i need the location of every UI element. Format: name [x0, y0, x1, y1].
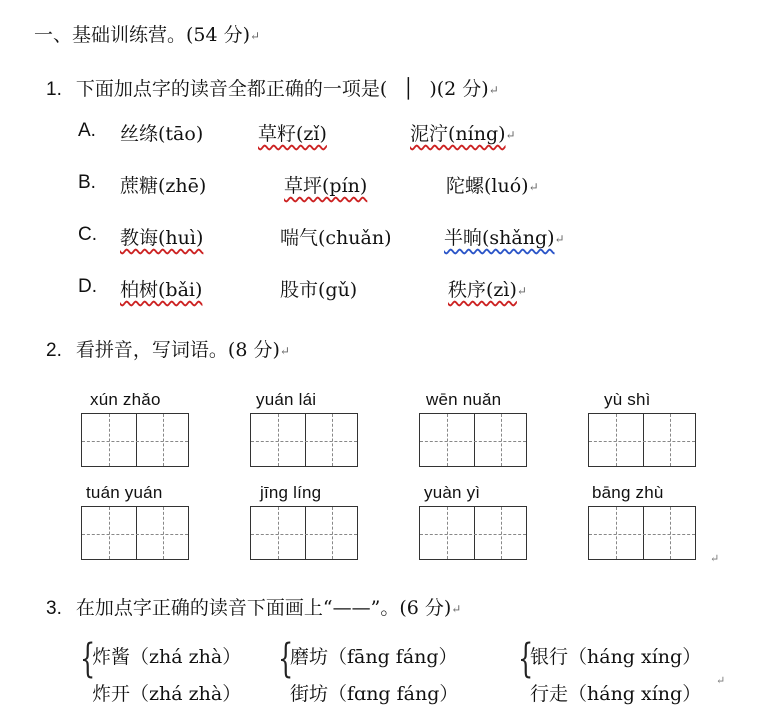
word-text: 喘气(chuǎn)	[280, 227, 392, 249]
paragraph-mark-icon: ↵	[488, 83, 499, 97]
option-b-word-3	[446, 171, 539, 198]
question-text: 看拼音，写词语。(8 分)	[75, 339, 280, 361]
option-a	[78, 119, 96, 142]
question-3	[46, 593, 461, 620]
writing-grid[interactable]	[588, 506, 696, 560]
question-text: 下面加点字的读音全都正确的一项是(	[75, 78, 388, 100]
question-number: 1.	[46, 79, 62, 100]
option-a-word-2	[258, 119, 327, 146]
option-c-word-1	[120, 223, 203, 250]
paragraph-mark-icon: ↵	[516, 284, 527, 298]
option-a-word-3	[410, 119, 516, 146]
option-d	[78, 275, 97, 298]
pinyin-label: xún zhǎo	[90, 390, 161, 409]
question-text: 在加点字正确的读音下面画上“——”。(6 分)	[75, 597, 452, 619]
brace-icon: {	[80, 636, 96, 682]
word-text: 丝绦(tāo)	[120, 123, 204, 145]
writing-grid[interactable]	[588, 413, 696, 467]
option-letter: C.	[78, 224, 97, 245]
option-letter: A.	[78, 120, 96, 141]
writing-grid[interactable]	[419, 506, 527, 560]
writing-grid[interactable]	[419, 413, 527, 467]
paragraph-mark-icon: ↵	[716, 674, 726, 687]
option-b	[78, 171, 96, 194]
option-a-word-1	[120, 119, 203, 146]
word-text: 陀螺(luó)	[446, 175, 529, 197]
option-d-word-1	[120, 275, 202, 302]
paragraph-mark-icon: ↵	[279, 344, 290, 358]
section-title	[34, 20, 260, 47]
writing-grid[interactable]	[81, 506, 189, 560]
pinyin-label: yù shì	[604, 390, 651, 409]
pinyin-label: wēn nuǎn	[426, 390, 502, 409]
option-c	[78, 223, 97, 246]
pinyin-label: tuán yuán	[86, 483, 163, 502]
section-title-text: 一、基础训练营。(54 分)	[34, 24, 251, 46]
reading-item[interactable]: 银行（háng xíng）	[530, 646, 702, 668]
writing-grid[interactable]	[250, 506, 358, 560]
word-text: 柏树(bǎi)	[120, 279, 203, 301]
question-1	[46, 74, 499, 101]
option-letter: D.	[78, 276, 97, 297]
option-c-word-2	[280, 223, 392, 250]
word-text: 蔗糖(zhē)	[120, 175, 207, 197]
pinyin-label: yuán lái	[256, 390, 317, 409]
word-text: 半晌(shǎng)	[444, 227, 555, 249]
word-text: 草籽(zǐ)	[258, 123, 327, 145]
option-letter: B.	[78, 172, 96, 193]
reading-item[interactable]: 街坊（fɑng fáng）	[290, 683, 459, 705]
reading-item[interactable]: 磨坊（fāng fáng）	[290, 646, 458, 668]
word-text: 秩序(zì)	[448, 279, 517, 301]
writing-grid[interactable]	[250, 413, 358, 467]
reading-item[interactable]: 行走（háng xíng）	[530, 683, 702, 705]
question-number: 2.	[46, 340, 62, 361]
question-points: )(2 分)	[429, 78, 489, 100]
paragraph-mark-icon: ↵	[554, 232, 565, 246]
reading-item[interactable]: 炸开（zhá zhà）	[92, 683, 242, 705]
paragraph-mark-icon: ↵	[250, 29, 261, 43]
option-c-word-3	[444, 223, 565, 250]
writing-grid[interactable]	[81, 413, 189, 467]
word-text: 泥泞(níng)	[410, 123, 506, 145]
pinyin-label: jīng líng	[260, 483, 322, 502]
reading-item[interactable]: 炸酱（zhá zhà）	[92, 646, 242, 668]
brace-icon: {	[278, 636, 294, 682]
question-number: 3.	[46, 598, 62, 619]
paragraph-mark-icon: ↵	[710, 552, 720, 565]
word-text: 股市(gǔ)	[280, 279, 358, 301]
option-d-word-3	[448, 275, 527, 302]
paragraph-mark-icon: ↵	[451, 602, 462, 616]
option-b-word-2	[284, 171, 367, 198]
paragraph-mark-icon: ↵	[528, 180, 539, 194]
pinyin-label: yuàn yì	[424, 483, 481, 502]
option-b-word-1	[120, 171, 206, 198]
brace-icon: {	[518, 636, 534, 682]
option-d-word-2	[280, 275, 357, 302]
word-text: 草坪(pín)	[284, 175, 368, 197]
pinyin-label: bāng zhù	[592, 483, 664, 502]
paragraph-mark-icon: ↵	[505, 128, 516, 142]
answer-blank[interactable]: │	[402, 78, 415, 100]
question-2	[46, 335, 290, 362]
word-text: 教诲(huì)	[120, 227, 204, 249]
